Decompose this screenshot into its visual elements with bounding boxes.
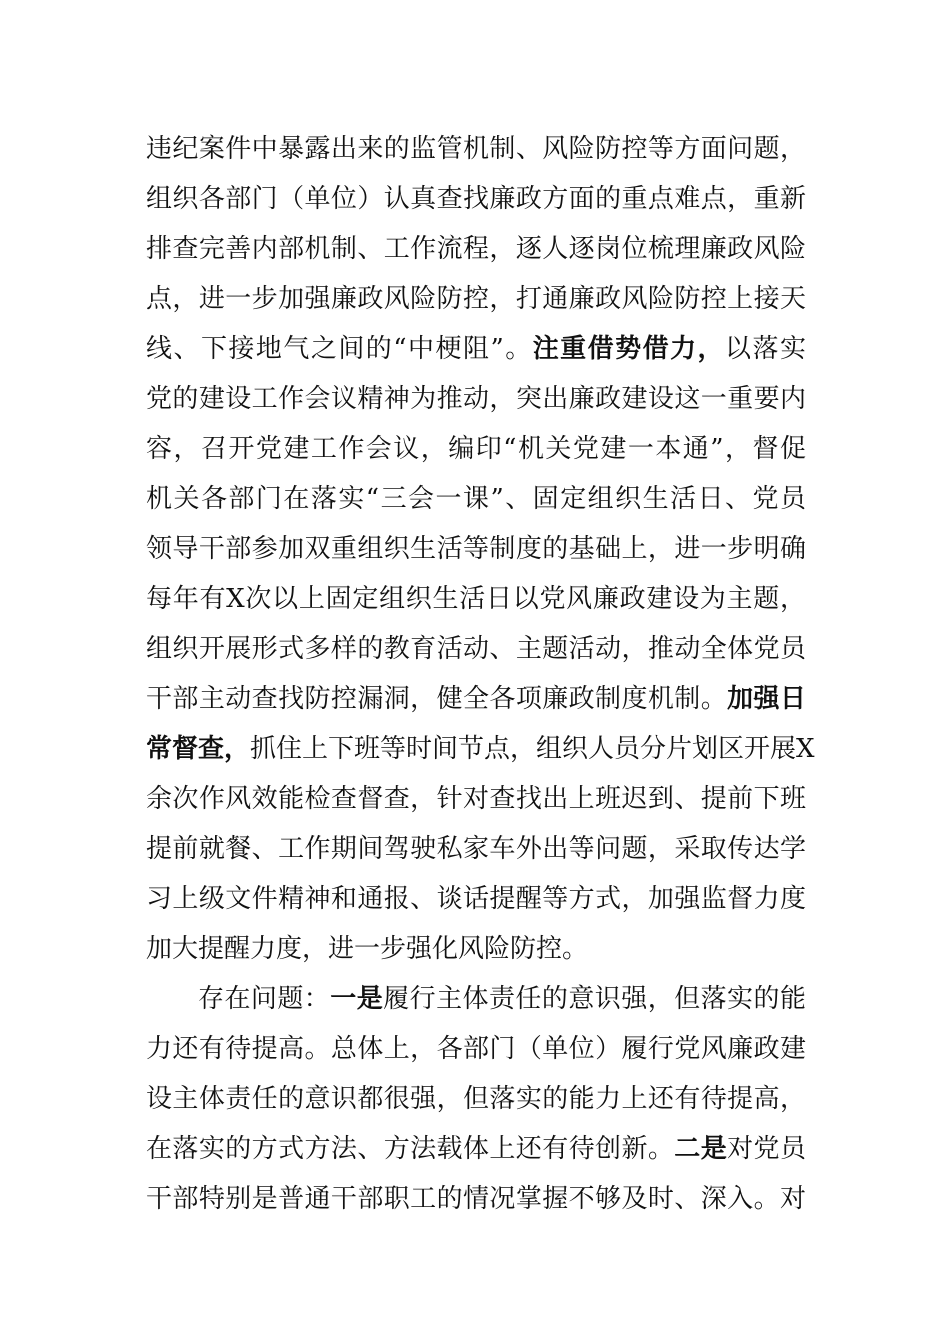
text-run: 存在问题： [198, 984, 331, 1014]
paragraph-line [146, 772, 806, 826]
text-run: 点，进一步加强廉政风险防控，打通廉政风险防控上接天 [146, 284, 806, 314]
text-run: 设主体责任的意识都很强，但落实的能力上还有待提高， [146, 1084, 806, 1114]
bold-heading: 加强日 [727, 684, 806, 714]
paragraph-line [146, 422, 806, 476]
paragraph-line [146, 122, 806, 176]
text-run: 违纪案件中暴露出来的监管机制、风险防控等方面问题， [146, 134, 806, 164]
paragraph-line [146, 522, 806, 576]
paragraph-line [146, 1122, 806, 1176]
text-run: 干部特别是普通干部职工的情况掌握不够及时、深入。对 [146, 1184, 806, 1214]
text-run: 抓住上下班等时间节点，组织人员分片划区开展X [250, 734, 815, 764]
text-run: 党的建设工作会议精神为推动，突出廉政建设这一重要内 [146, 384, 806, 414]
text-run: 余次作风效能检查督查，针对查找出上班迟到、提前下班 [146, 784, 806, 814]
bold-heading: 注重借势借力， [532, 334, 726, 364]
paragraph-line [146, 672, 806, 726]
paragraph-line [146, 372, 806, 426]
text-run: 履行主体责任的意识强，但落实的能 [383, 984, 806, 1014]
text-run: 容，召开党建工作会议，编印“机关党建一本通”，督促 [146, 434, 806, 464]
text-run: 加大提醒力度，进一步强化风险防控。 [146, 934, 589, 964]
text-run: 在落实的方式方法、方法载体上还有待创新。 [146, 1134, 675, 1164]
text-run: 排查完善内部机制、工作流程，逐人逐岗位梳理廉政风险 [146, 234, 806, 264]
text-run: 力还有待提高。总体上，各部门（单位）履行党风廉政建 [146, 1034, 806, 1064]
text-run: 以落实 [725, 334, 806, 364]
bold-heading: 二是 [674, 1134, 728, 1164]
paragraph-line [146, 272, 806, 326]
text-run: 对党员 [727, 1134, 806, 1164]
text-run: 干部主动查找防控漏洞，健全各项廉政制度机制。 [146, 684, 728, 714]
paragraph-line [146, 622, 806, 676]
paragraph-line [146, 1172, 806, 1226]
paragraph-line [146, 222, 806, 276]
paragraph-line [146, 472, 806, 526]
text-run: 组织开展形式多样的教育活动、主题活动，推动全体党员 [146, 634, 806, 664]
paragraph-line [198, 972, 806, 1026]
paragraph-line [146, 172, 806, 226]
paragraph-line [146, 822, 806, 876]
paragraph-line [146, 1072, 806, 1126]
bold-heading: 一是 [330, 984, 384, 1014]
paragraph-line [146, 722, 815, 776]
paragraph-line [146, 322, 806, 376]
text-run: 每年有X次以上固定组织生活日以党风廉政建设为主题， [146, 584, 806, 614]
bold-heading: 常督查， [146, 734, 251, 764]
paragraph-line [146, 1022, 806, 1076]
paragraph-line [146, 872, 806, 926]
paragraph-line [146, 922, 806, 976]
text-run: 机关各部门在落实“三会一课”、固定组织生活日、党员 [146, 484, 806, 514]
paragraph-line [146, 572, 806, 626]
text-run: 领导干部参加双重组织生活等制度的基础上，进一步明确 [146, 534, 806, 564]
text-run: 习上级文件精神和通报、谈话提醒等方式，加强监督力度 [146, 884, 806, 914]
text-run: 提前就餐、工作期间驾驶私家车外出等问题，采取传达学 [146, 834, 806, 864]
text-run: 组织各部门（单位）认真查找廉政方面的重点难点，重新 [146, 184, 806, 214]
text-run: 线、下接地气之间的“中梗阻”。 [146, 334, 533, 364]
